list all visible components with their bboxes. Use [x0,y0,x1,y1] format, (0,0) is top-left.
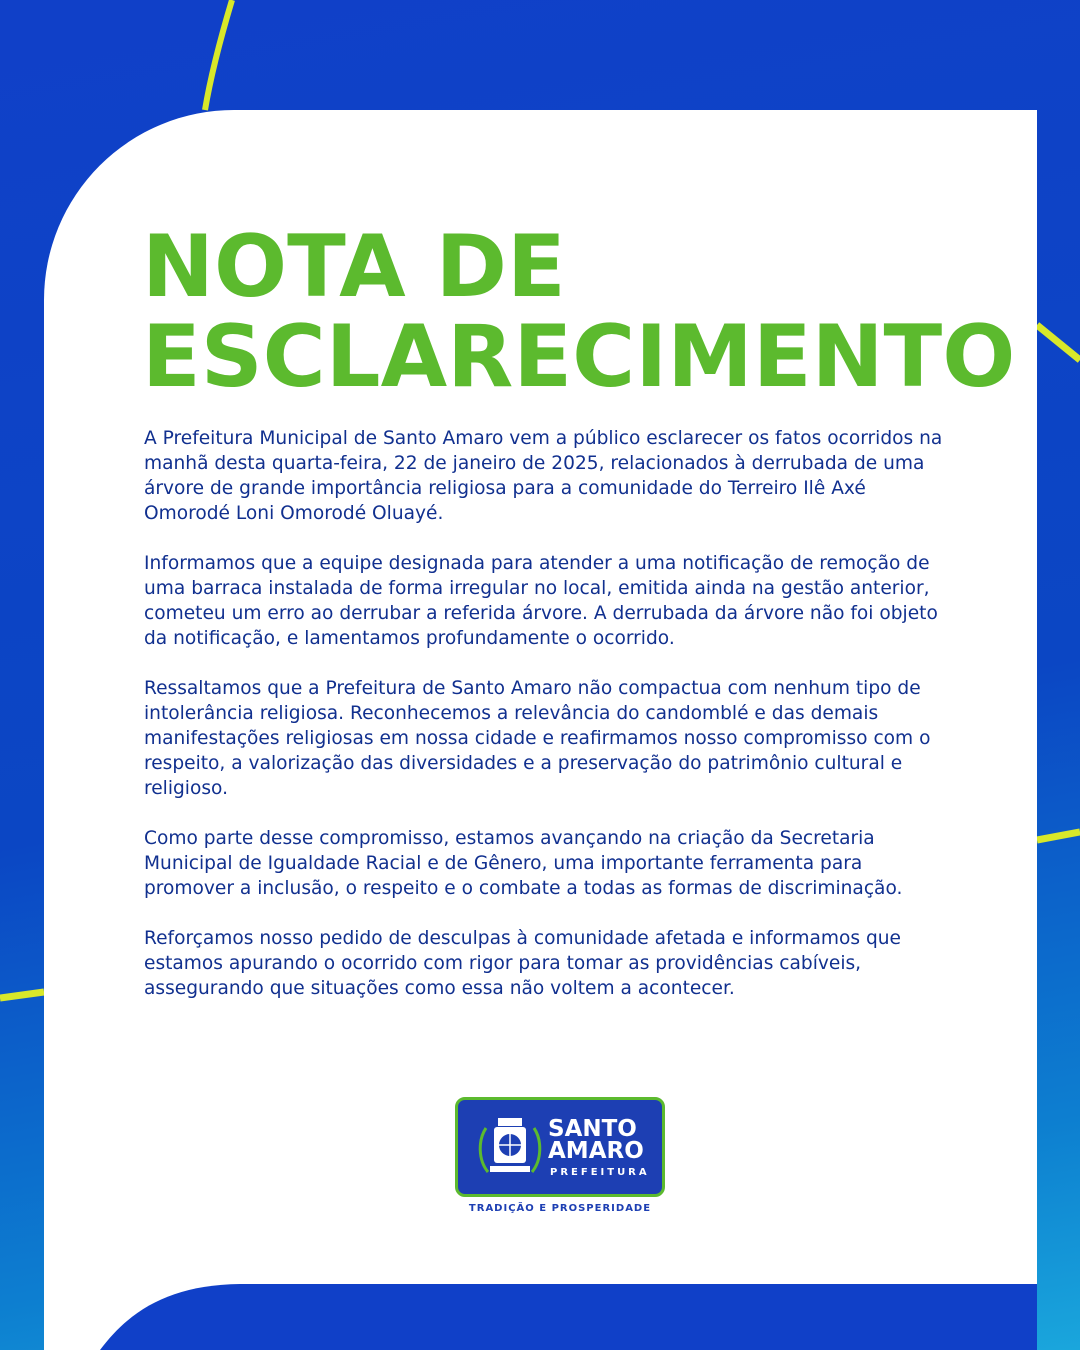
city-crest-icon [474,1112,546,1184]
logo-city-name [548,1118,644,1162]
paragraph-5: Reforçamos nosso pedido de desculpas à comunidade afetada e informamos que estamos apurando o ocorrido com rigor para tomar as providências cabíveis, assegurando que situações como essa não voltem a acontecer. [144,928,901,999]
title-line-2: ESCLARECIMENTO [142,307,1016,407]
paragraph-1: A Prefeitura Municipal de Santo Amaro vem a público esclarecer os fatos ocorridos na manhã desta quarta-feira, 22 de janeiro de 2025, relacionados à derrubada de uma árvore de grande importância religiosa para a comunidade do Terreiro Ilê Axé Omorodé Loni Omorodé Oluayé. [144,428,943,524]
paragraph-2: Informamos que a equipe designada para atender a uma notificação de remoção de uma barraca instalada de forma irregular no local, emitida ainda na gestão anterior, cometeu um erro ao derrubar a referida árvore. A derrubada da árvore não foi objeto da notificação, e lamentamos profundamente o ocorrido. [144,553,938,649]
logo-subtitle: PREFEITURA [550,1167,650,1178]
logo-tagline: TRADIÇÃO E PROSPERIDADE [468,1203,652,1214]
prefeitura-logo [455,1097,665,1197]
paragraph-3: Ressaltamos que a Prefeitura de Santo Amaro não compactua com nenhum tipo de intolerância religiosa. Reconhecemos a relevância do candomblé e das demais manifestações religiosas em nossa cidade e reafirmamos nosso compromisso com o respeito, a valorização das diversidades e a preservação do patrimônio cultural e religioso. [144,678,931,799]
logo-name-line-2: AMARO [548,1138,644,1164]
title-line-1: NOTA DE [142,217,566,317]
statement-body [144,426,944,1026]
paragraph-4: Como parte desse compromisso, estamos avançando na criação da Secretaria Municipal de Igualdade Racial e de Gênero, uma importante ferramenta para promover a inclusão, o respeito e o combate a todas as formas de discriminação. [144,828,903,899]
logo-name-line-1: SANTO [548,1116,637,1142]
page-title [142,217,1016,407]
